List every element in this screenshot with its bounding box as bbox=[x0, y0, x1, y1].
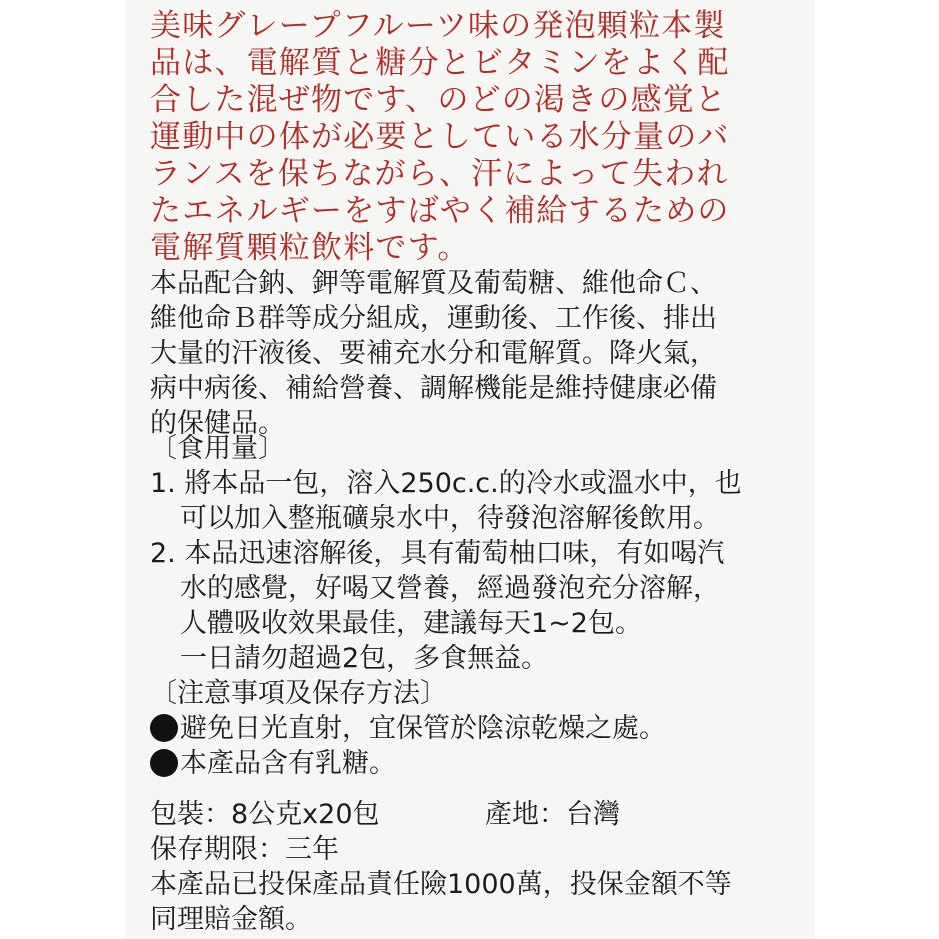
jp-line: 美味グレープフルーツ味の発泡顆粒本製 bbox=[150, 8, 726, 44]
shelf-life: 保存期限：三年 bbox=[150, 834, 339, 865]
package-origin-row bbox=[150, 797, 810, 832]
japanese-description bbox=[150, 8, 810, 267]
jp-line: 品は、電解質と糖分とビタミンをよく配 bbox=[150, 45, 730, 81]
jp-line: 電解質顆粒飲料です。 bbox=[150, 230, 470, 266]
caution-heading: 〔注意事項及保存方法〕 bbox=[150, 678, 447, 709]
caution-item bbox=[150, 746, 396, 781]
zh-line: 維他命Ｂ群等成分組成，運動後、工作後、排出 bbox=[150, 303, 717, 334]
dosage-item-2-line3: 人體吸收效果最佳，建議每天1~2包。 bbox=[180, 608, 642, 639]
jp-line: 運動中の体が必要としている水分量のバ bbox=[150, 119, 730, 155]
dosage-heading: 〔食用量〕 bbox=[150, 433, 285, 464]
dosage-item-2-line1: 2. 本品迅速溶解後，具有葡萄柚口味，有如喝汽 bbox=[150, 538, 725, 569]
dosage-item-2-line2: 水的感覺，好喝又營養，經過發泡充分溶解， bbox=[180, 573, 720, 604]
jp-line: たエネルギーをすばやく補給するための bbox=[150, 193, 730, 229]
caution-text: 避免日光直射，宜保管於陰涼乾燥之處。 bbox=[180, 713, 666, 744]
package-info: 包裝：8公克x20包 bbox=[150, 799, 380, 830]
jp-line: ランスを保ちながら、汗によって失われ bbox=[150, 156, 729, 192]
jp-line: 合した混ぜ物です、のどの渇きの感覚と bbox=[150, 82, 728, 118]
bullet-icon bbox=[150, 714, 178, 742]
caution-text: 本產品含有乳糖。 bbox=[180, 748, 396, 779]
insurance-line-1: 本產品已投保產品責任險1000萬，投保金額不等 bbox=[150, 869, 732, 900]
zh-line: 的保健品。 bbox=[150, 408, 285, 439]
origin-info: 產地：台灣 bbox=[485, 799, 620, 830]
chinese-description bbox=[150, 266, 810, 441]
zh-line: 病中病後、補給營養、調解機能是維持健康必備 bbox=[150, 373, 717, 404]
insurance-line-2: 同理賠金額。 bbox=[150, 904, 312, 935]
zh-line: 本品配合鈉、鉀等電解質及葡萄糖、維他命Ｃ、 bbox=[150, 268, 717, 299]
bullet-icon bbox=[150, 749, 178, 777]
caution-item bbox=[150, 711, 666, 746]
zh-line: 大量的汗液後、要補充水分和電解質。降火氣， bbox=[150, 338, 717, 369]
dosage-item-2-line4: 一日請勿超過2包，多食無益。 bbox=[180, 643, 549, 674]
dosage-item-1-line1: 1. 將本品一包，溶入250c.c.的冷水或溫水中，也 bbox=[150, 468, 742, 499]
dosage-item-1-line2: 可以加入整瓶礦泉水中，待發泡溶解後飲用。 bbox=[180, 503, 720, 534]
